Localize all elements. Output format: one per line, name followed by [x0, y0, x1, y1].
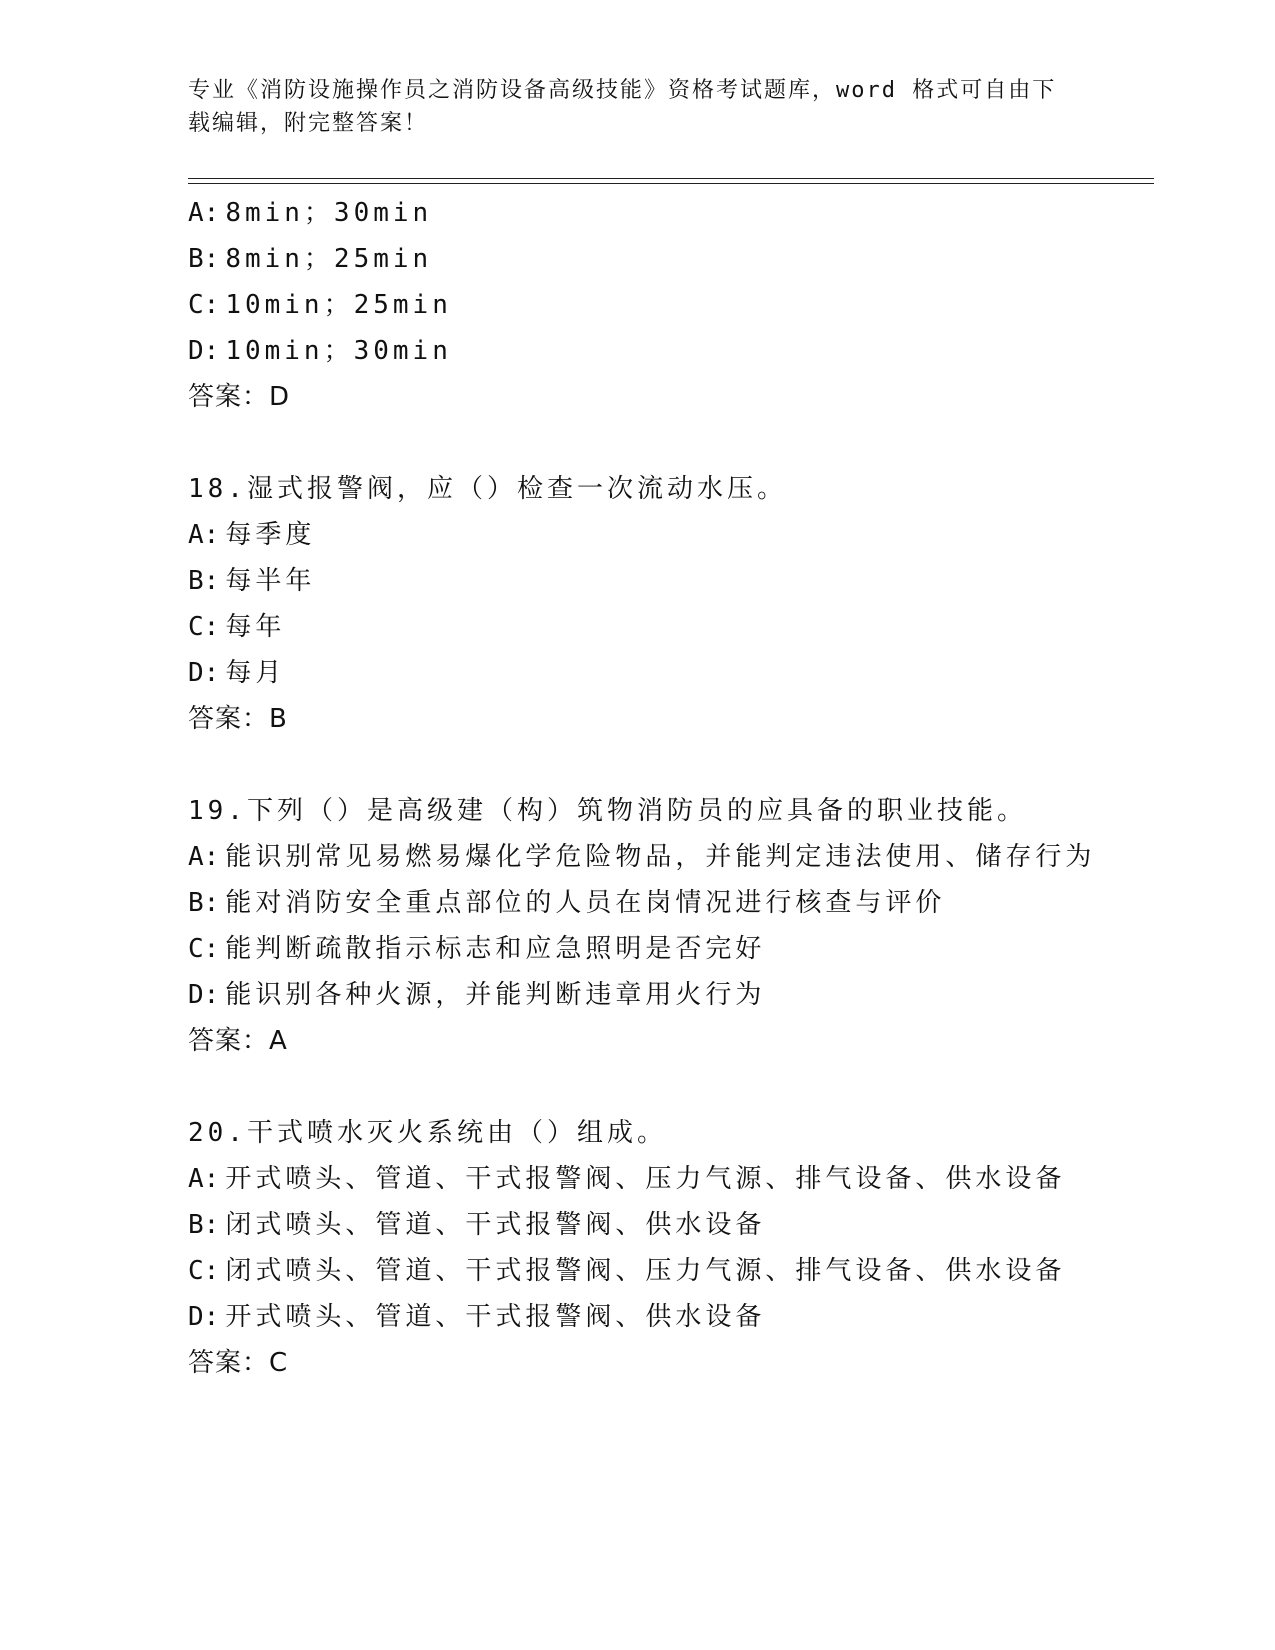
option-text: 8min；25min: [225, 244, 433, 274]
question-19: [188, 788, 1188, 1064]
option-letter: C:: [188, 934, 220, 964]
option-c: [188, 1248, 1188, 1294]
option-a: [188, 1156, 1188, 1202]
option-letter: A:: [188, 1164, 220, 1194]
option-a: [188, 834, 1188, 880]
header-line-1: 专业《消防设施操作员之消防设备高级技能》资格考试题库，word 格式可自由下: [188, 78, 1057, 103]
spacer: [188, 1064, 1188, 1110]
question-stem: 20.干式喷水灭火系统由（）组成。: [188, 1118, 667, 1148]
question-stem: 18.湿式报警阀，应（）检查一次流动水压。: [188, 474, 787, 504]
option-letter: B:: [188, 244, 220, 274]
answer-line: 答案：B: [188, 704, 288, 734]
option-letter: A:: [188, 198, 220, 228]
question-list: [188, 190, 1188, 1386]
option-a: [188, 512, 1188, 558]
option-d: [188, 328, 1188, 374]
option-letter: D:: [188, 1302, 220, 1332]
option-text: 8min；30min: [225, 198, 433, 228]
option-b: [188, 236, 1188, 282]
spacer: [188, 420, 1188, 466]
option-c: [188, 604, 1188, 650]
option-letter: C:: [188, 290, 220, 320]
option-letter: A:: [188, 520, 220, 550]
option-text: 10min；25min: [225, 290, 452, 320]
answer-line: 答案：C: [188, 1348, 289, 1378]
option-text: 能判断疏散指示标志和应急照明是否完好: [225, 934, 766, 964]
option-text: 10min；30min: [225, 336, 452, 366]
option-text: 每半年: [225, 566, 316, 596]
option-d: [188, 972, 1188, 1018]
document-header: [188, 74, 1068, 140]
option-letter: B:: [188, 888, 220, 918]
option-b: [188, 558, 1188, 604]
spacer: [188, 742, 1188, 788]
option-letter: A:: [188, 842, 220, 872]
option-text: 每季度: [225, 520, 316, 550]
question-20: [188, 1110, 1188, 1386]
option-letter: B:: [188, 566, 220, 596]
answer-line: 答案：A: [188, 1026, 288, 1056]
option-d: [188, 650, 1188, 696]
header-divider-bottom: [188, 183, 1154, 184]
header-divider-top: [188, 178, 1154, 179]
option-c: [188, 926, 1188, 972]
option-letter: B:: [188, 1210, 220, 1240]
option-text: 能对消防安全重点部位的人员在岗情况进行核查与评价: [225, 888, 946, 918]
answer-line: 答案：D: [188, 382, 291, 412]
option-text: 开式喷头、管道、干式报警阀、压力气源、排气设备、供水设备: [225, 1164, 1066, 1194]
option-b: [188, 1202, 1188, 1248]
option-a: [188, 190, 1188, 236]
option-text: 开式喷头、管道、干式报警阀、供水设备: [225, 1302, 766, 1332]
option-letter: D:: [188, 980, 220, 1010]
option-b: [188, 880, 1188, 926]
option-d: [188, 1294, 1188, 1340]
question-stem: 19.下列（）是高级建（构）筑物消防员的应具备的职业技能。: [188, 796, 1027, 826]
question-17: [188, 190, 1188, 420]
option-letter: D:: [188, 658, 220, 688]
option-text: 每月: [225, 658, 286, 688]
option-text: 闭式喷头、管道、干式报警阀、供水设备: [225, 1210, 766, 1240]
option-text: 能识别各种火源，并能判断违章用火行为: [225, 980, 766, 1010]
option-letter: D:: [188, 336, 220, 366]
header-line-2: 载编辑，附完整答案！: [188, 111, 429, 136]
option-letter: C:: [188, 612, 220, 642]
option-letter: C:: [188, 1256, 220, 1286]
option-text: 能识别常见易燃易爆化学危险物品，并能判定违法使用、储存行为: [225, 842, 1096, 872]
question-18: [188, 466, 1188, 742]
option-c: [188, 282, 1188, 328]
option-text: 每年: [225, 612, 286, 642]
option-text: 闭式喷头、管道、干式报警阀、压力气源、排气设备、供水设备: [225, 1256, 1066, 1286]
